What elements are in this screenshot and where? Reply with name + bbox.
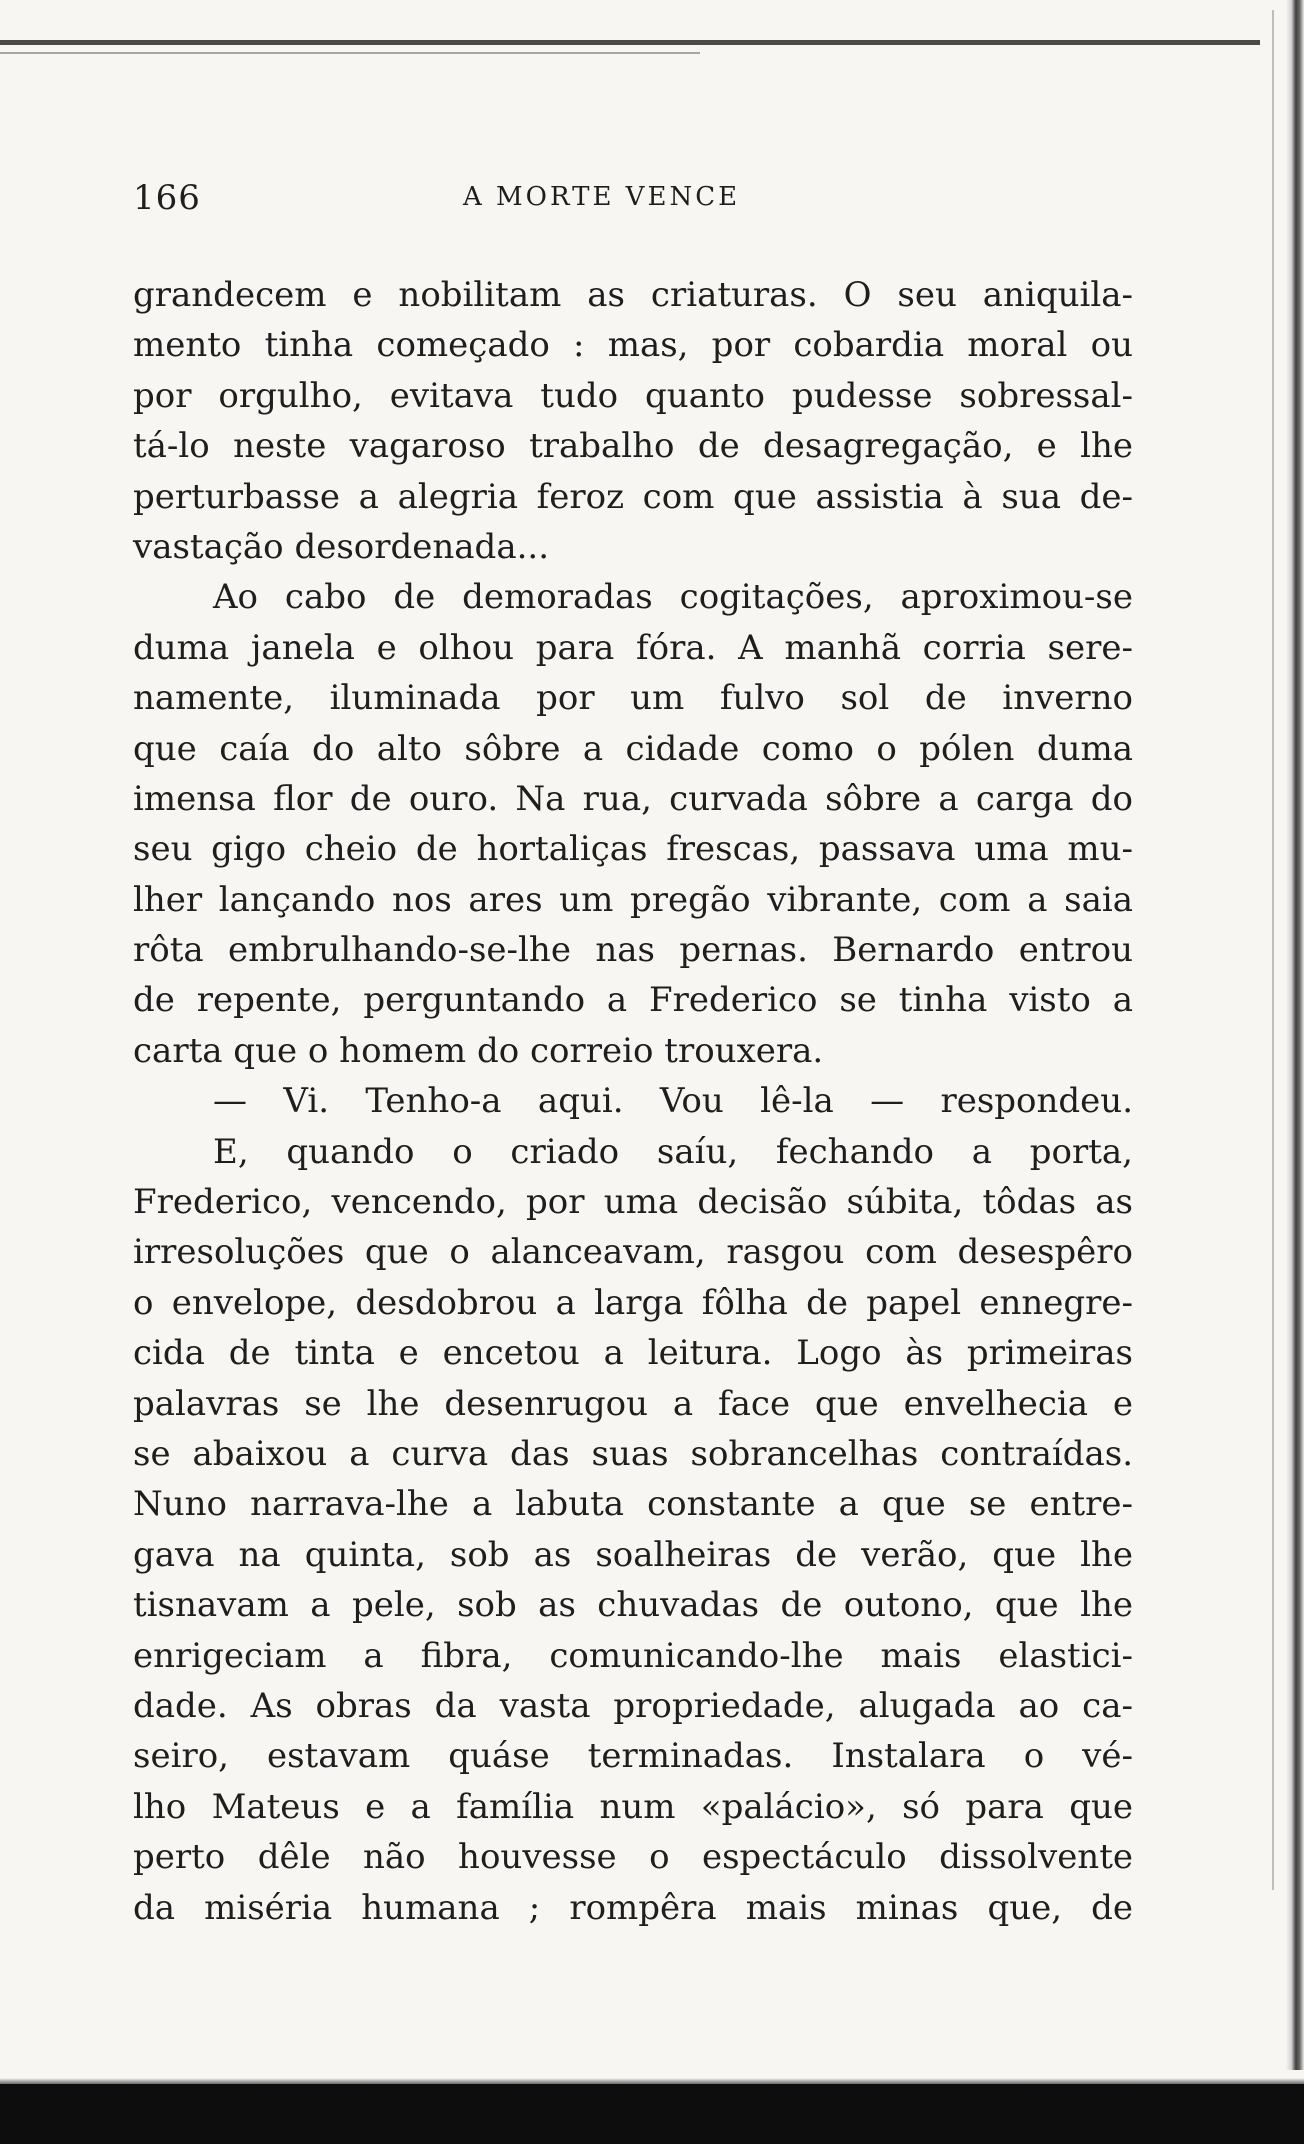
top-scan-rule <box>0 40 1260 45</box>
text-line: lho Mateus e a família num «palácio», só para que <box>133 1786 1133 1827</box>
text-line: cida de tinta e encetou a leitura. Logo às primeiras <box>133 1333 1133 1374</box>
text-line: se abaixou a curva das suas sobrancelhas contraídas. <box>133 1433 1133 1474</box>
text-line: perto dêle não houvesse o espectáculo dissolvente <box>133 1837 1133 1878</box>
text-line: E, quando o criado saíu, fechando a porta, <box>213 1131 1133 1172</box>
text-line: Ao cabo de demoradas cogitações, aproximou-se <box>213 577 1133 618</box>
text-line: lher lançando nos ares um pregão vibrante, com a saia <box>133 879 1133 920</box>
text-line: grandecem e nobilitam as criaturas. O seu aniquila- <box>133 275 1133 315</box>
text-line: da miséria humana ; rompêra mais minas que, de <box>133 1887 1133 1928</box>
text-line: — Vi. Tenho-a aqui. Vou lê-la — respondeu. <box>213 1081 1133 1122</box>
page-number: 166 <box>133 178 201 218</box>
text-line: imensa flor de ouro. Na rua, curvada sôbre a carga do <box>133 778 1133 819</box>
text-line: namente, iluminada por um fulvo sol de inverno <box>133 678 1133 719</box>
text-line: carta que o homem do correio trouxera. <box>133 1030 824 1071</box>
text-line: seu gigo cheio de hortaliças frescas, passava uma mu- <box>133 829 1133 870</box>
bottom-scan-bar <box>0 2084 1304 2144</box>
text-line: que caía do alto sôbre a cidade como o pólen duma <box>133 728 1133 769</box>
text-line: mento tinha começado : mas, por cobardia moral ou <box>133 325 1133 366</box>
text-line: por orgulho, evitava tudo quanto pudesse sobressal- <box>133 375 1133 416</box>
text-line: tá-lo neste vagaroso trabalho de desagregação, e lhe <box>133 426 1133 467</box>
page-right-edge-shadow <box>1286 0 1304 2070</box>
text-line: de repente, perguntando a Frederico se tinha visto a <box>133 980 1133 1021</box>
text-line: Nuno narrava-lhe a labuta constante a que se entre- <box>133 1484 1133 1525</box>
text-line: duma janela e olhou para fóra. A manhã corria sere- <box>133 627 1133 668</box>
top-scan-rule-thin <box>0 52 700 54</box>
text-line: seiro, estavam quáse terminadas. Instalara o vé- <box>133 1736 1133 1777</box>
text-line: perturbasse a alegria feroz com que assistia à sua de- <box>133 476 1133 517</box>
text-line: palavras se lhe desenrugou a face que envelhecia e <box>133 1383 1133 1424</box>
text-line: dade. As obras da vasta propriedade, alugada ao ca- <box>133 1685 1133 1726</box>
page-right-edge-line <box>1272 10 1274 1890</box>
text-line: enrigeciam a fibra, comunicando-lhe mais elastici- <box>133 1635 1133 1676</box>
text-line: rôta embrulhando-se-lhe nas pernas. Bernardo entrou <box>133 930 1133 971</box>
text-line: tisnavam a pele, sob as chuvadas de outono, que lhe <box>133 1585 1133 1626</box>
body-text <box>133 270 1133 1933</box>
text-line: irresoluções que o alanceavam, rasgou com desespêro <box>133 1232 1133 1273</box>
text-line: Frederico, vencendo, por uma decisão súbita, tôdas as <box>133 1182 1133 1223</box>
text-line: gava na quinta, sob as soalheiras de verão, que lhe <box>133 1534 1133 1575</box>
running-head <box>133 178 1133 218</box>
text-line: o envelope, desdobrou a larga fôlha de papel ennegre- <box>133 1282 1133 1323</box>
text-line: vastação desordenada... <box>133 526 550 567</box>
running-title: A MORTE VENCE <box>463 182 741 212</box>
